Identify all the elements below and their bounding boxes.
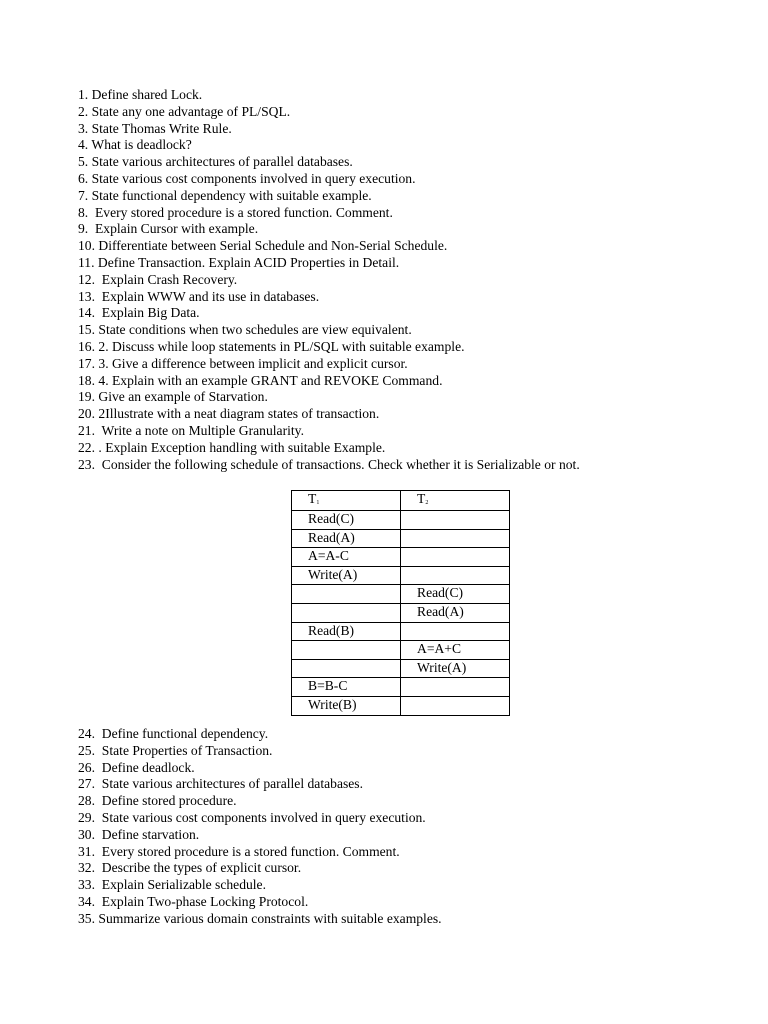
schedule-row — [292, 566, 510, 585]
question-text: State Thomas Write Rule. — [91, 120, 232, 136]
question-item — [78, 205, 580, 222]
question-number: 26 — [78, 759, 92, 775]
question-text: Every stored procedure is a stored function. Comment. — [95, 204, 393, 220]
question-text: 4. Explain with an example GRANT and REVOKE Command. — [98, 372, 443, 388]
question-number: 8 — [78, 204, 85, 220]
question-number: 16 — [78, 338, 92, 354]
question-item — [78, 743, 442, 760]
question-item — [78, 423, 580, 440]
question-number: 24 — [78, 726, 92, 741]
schedule-row — [292, 659, 510, 678]
question-number: 30 — [78, 826, 92, 842]
schedule-cell: Read(B) — [292, 622, 401, 641]
schedule-cell: A=A-C — [292, 548, 401, 567]
question-item — [78, 793, 442, 810]
question-text: State conditions when two schedules are view equivalent. — [98, 322, 412, 338]
question-number: 19 — [78, 389, 92, 405]
question-number-separator: . — [91, 322, 99, 338]
question-number-separator: . — [91, 910, 99, 926]
question-number-separator: . — [84, 87, 92, 102]
question-number: 35 — [78, 910, 92, 926]
question-item — [78, 844, 442, 861]
question-text: State Properties of Transaction. — [101, 742, 273, 758]
question-item — [78, 87, 580, 104]
question-number-separator: . — [91, 793, 102, 809]
question-item — [78, 776, 442, 793]
schedule-row — [292, 603, 510, 622]
question-number: 14 — [78, 305, 92, 321]
question-number: 11 — [78, 254, 92, 270]
schedule-row — [292, 696, 510, 715]
schedule-cell: Read(A) — [292, 529, 401, 548]
question-number-separator: . — [91, 271, 102, 287]
transaction-label: T — [417, 491, 426, 506]
question-text: Explain WWW and its use in databases. — [101, 288, 320, 304]
question-number-separator: . — [91, 860, 102, 876]
question-number-separator: . — [91, 776, 102, 792]
question-text: State various architectures of parallel databases. — [91, 154, 353, 170]
schedule-cell — [292, 659, 401, 678]
question-number-separator: . — [91, 439, 99, 455]
question-text: Define deadlock. — [101, 759, 195, 775]
question-item — [78, 373, 580, 390]
question-number-separator: . — [91, 389, 99, 405]
question-item — [78, 238, 580, 255]
question-text: Explain Crash Recovery. — [101, 271, 238, 287]
question-number: 10 — [78, 238, 92, 254]
question-number-separator: . — [91, 372, 99, 388]
schedule-cell: Write(B) — [292, 696, 401, 715]
question-item — [78, 760, 442, 777]
schedule-cell — [401, 622, 510, 641]
question-text: 2Illustrate with a neat diagram states of transaction. — [98, 406, 380, 422]
question-number-separator: . — [91, 288, 102, 304]
schedule-row — [292, 622, 510, 641]
question-number: 17 — [78, 355, 92, 371]
question-number: 29 — [78, 809, 92, 825]
schedule-cell — [292, 585, 401, 604]
question-number: 13 — [78, 288, 92, 304]
question-number-separator: . — [91, 893, 102, 909]
schedule-cell: Write(A) — [401, 659, 510, 678]
transaction-subscript: 2 — [425, 500, 429, 506]
question-number-separator: . — [84, 137, 92, 153]
question-number-separator: . — [91, 456, 102, 472]
question-text: Explain Big Data. — [101, 305, 200, 321]
question-number: 12 — [78, 271, 92, 287]
question-text: State various cost components involved in query execution. — [91, 170, 416, 186]
question-number-separator: . — [91, 355, 99, 371]
schedule-cell — [401, 511, 510, 530]
question-number: 34 — [78, 893, 92, 909]
question-text: Every stored procedure is a stored function. Comment. — [101, 843, 400, 859]
schedule-cell: Write(A) — [292, 566, 401, 585]
question-item — [78, 137, 580, 154]
question-item — [78, 121, 580, 138]
transaction-subscript: 1 — [316, 500, 320, 506]
question-text: 2. Discuss while loop statements in PL/SQL with suitable example. — [98, 338, 465, 354]
question-item — [78, 272, 580, 289]
question-text: Define Transaction. Explain ACID Properties in Detail. — [97, 254, 400, 270]
question-item — [78, 221, 580, 238]
question-list-part-2 — [78, 726, 442, 928]
question-item — [78, 289, 580, 306]
schedule-row — [292, 529, 510, 548]
question-number-separator: . — [91, 338, 99, 354]
question-item — [78, 154, 580, 171]
question-number-separator: . — [91, 809, 102, 825]
question-number: 27 — [78, 776, 92, 792]
question-number-separator: . — [84, 221, 95, 237]
question-number-separator: . — [84, 154, 92, 170]
schedule-cell — [401, 696, 510, 715]
question-number-separator: . — [84, 204, 95, 220]
question-item — [78, 860, 442, 877]
question-text: State any one advantage of PL/SQL. — [91, 103, 291, 119]
question-number: 28 — [78, 793, 92, 809]
question-number: 21 — [78, 422, 92, 438]
question-item — [78, 406, 580, 423]
question-item — [78, 457, 580, 474]
question-number: 20 — [78, 406, 92, 422]
question-number-separator: . — [91, 406, 99, 422]
schedule-cell: Read(C) — [401, 585, 510, 604]
question-text: . Explain Exception handling with suitable Example. — [98, 439, 386, 455]
question-number: 6 — [78, 170, 85, 186]
question-item — [78, 322, 580, 339]
schedule-cell: B=B-C — [292, 678, 401, 697]
question-item — [78, 389, 580, 406]
question-item — [78, 188, 580, 205]
schedule-cell — [401, 566, 510, 585]
question-text: Explain Two-phase Locking Protocol. — [101, 893, 309, 909]
schedule-cell: A=A+C — [401, 641, 510, 660]
question-number-separator: . — [91, 422, 102, 438]
question-number: 7 — [78, 187, 85, 203]
question-number-separator: . — [91, 726, 102, 741]
question-item — [78, 877, 442, 894]
question-text: Explain Serializable schedule. — [101, 877, 266, 893]
question-item — [78, 356, 580, 373]
question-text: Write a note on Multiple Granularity. — [101, 422, 304, 438]
question-number-separator: . — [91, 742, 102, 758]
question-number-separator: . — [91, 305, 102, 321]
question-number: 3 — [78, 120, 85, 136]
question-item — [78, 894, 442, 911]
question-number-separator: . — [91, 826, 102, 842]
question-number: 32 — [78, 860, 92, 876]
question-list-part-1 — [78, 87, 580, 473]
question-text: Define stored procedure. — [101, 793, 237, 809]
question-text: What is deadlock? — [91, 137, 192, 153]
question-number: 9 — [78, 221, 85, 237]
schedule-cell — [401, 678, 510, 697]
question-number-separator: . — [91, 877, 102, 893]
question-text: Define starvation. — [101, 826, 200, 842]
schedule-row — [292, 585, 510, 604]
question-text: State various architectures of parallel databases. — [101, 776, 363, 792]
schedule-header-cell — [401, 491, 510, 511]
schedule-row — [292, 511, 510, 530]
question-text: 3. Give a difference between implicit and explicit cursor. — [98, 355, 408, 371]
question-item — [78, 827, 442, 844]
question-item — [78, 440, 580, 457]
schedule-row — [292, 641, 510, 660]
question-number: 1 — [78, 87, 85, 102]
question-number-separator: . — [84, 103, 92, 119]
question-number: 18 — [78, 372, 92, 388]
question-item — [78, 911, 442, 928]
schedule-cell — [401, 529, 510, 548]
transaction-label: T — [308, 491, 317, 506]
question-item — [78, 305, 580, 322]
question-item — [78, 255, 580, 272]
schedule-cell — [292, 603, 401, 622]
schedule-cell — [401, 548, 510, 567]
transaction-schedule-table — [291, 490, 510, 716]
question-text: State various cost components involved in query execution. — [101, 809, 426, 825]
question-item — [78, 726, 442, 743]
question-number-separator: . — [91, 238, 99, 254]
question-number: 25 — [78, 742, 92, 758]
question-item — [78, 104, 580, 121]
schedule-cell: Read(C) — [292, 511, 401, 530]
question-number: 33 — [78, 877, 92, 893]
question-text: Consider the following schedule of transactions. Check whether it is Serializable or not. — [101, 456, 580, 472]
question-item — [78, 171, 580, 188]
question-text: State functional dependency with suitable example. — [91, 187, 372, 203]
question-item — [78, 339, 580, 356]
question-number-separator: . — [91, 759, 102, 775]
schedule-header-cell — [292, 491, 401, 511]
question-text: Describe the types of explicit cursor. — [101, 860, 302, 876]
schedule-row — [292, 678, 510, 697]
question-number: 4 — [78, 137, 85, 153]
question-number: 23 — [78, 456, 92, 472]
question-text: Explain Cursor with example. — [95, 221, 259, 237]
question-text: Summarize various domain constraints with suitable examples. — [98, 910, 442, 926]
question-number-separator: . — [84, 187, 92, 203]
question-number-separator: . — [84, 170, 92, 186]
schedule-header-row — [292, 491, 510, 511]
question-item — [78, 810, 442, 827]
question-number: 31 — [78, 843, 92, 859]
question-number: 2 — [78, 103, 85, 119]
question-text: Define shared Lock. — [91, 87, 203, 102]
schedule-cell — [292, 641, 401, 660]
question-number-separator: . — [91, 254, 98, 270]
question-number-separator: . — [91, 843, 102, 859]
question-number: 22 — [78, 439, 92, 455]
question-text: Define functional dependency. — [101, 726, 269, 741]
question-number: 5 — [78, 154, 85, 170]
question-number: 15 — [78, 322, 92, 338]
question-number-separator: . — [84, 120, 92, 136]
schedule-row — [292, 548, 510, 567]
schedule-cell: Read(A) — [401, 603, 510, 622]
question-text: Give an example of Starvation. — [98, 389, 268, 405]
question-text: Differentiate between Serial Schedule and Non-Serial Schedule. — [98, 238, 448, 254]
